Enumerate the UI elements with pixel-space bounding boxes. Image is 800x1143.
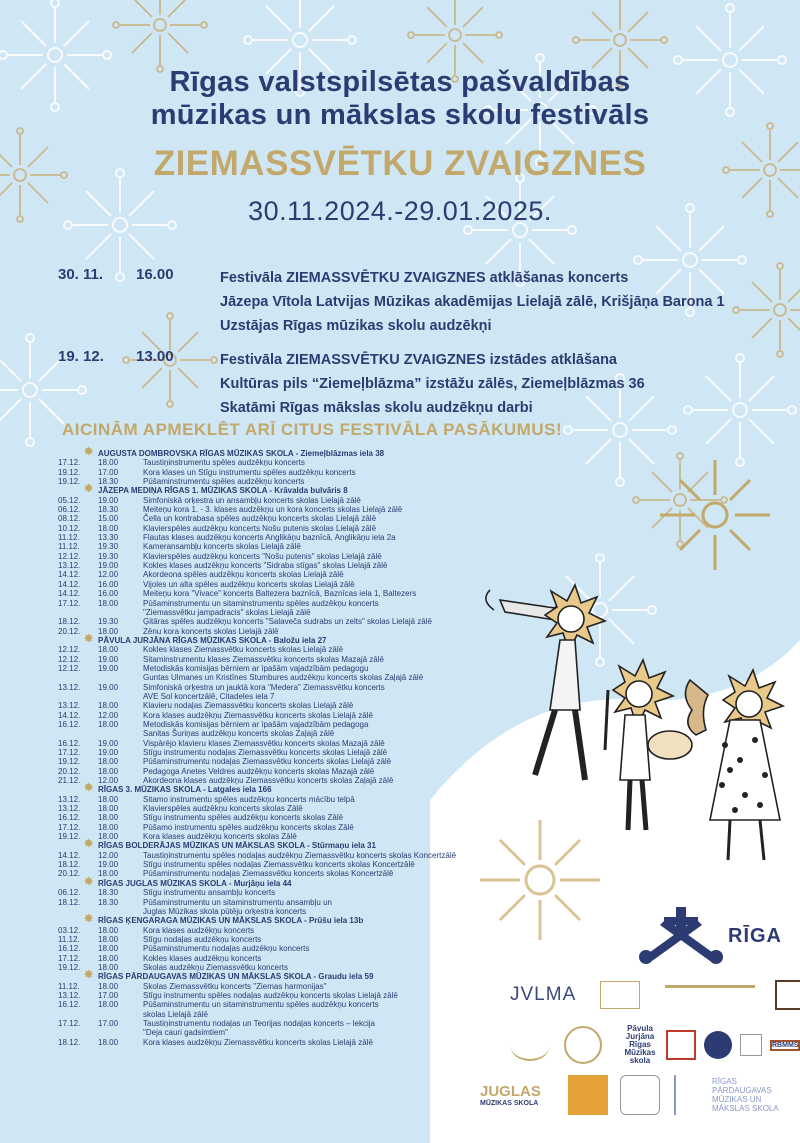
event-description: Metodiskās komisijas bērniem ar īpašām vajadzībām pedagogu [143, 663, 369, 673]
pardaugavas-logo-line: MĀKSLAS SKOLA [712, 1104, 779, 1113]
event-date: 16.12. [58, 1000, 81, 1010]
event-description: Pūšaminstrumentu un sitaminstrumentu spēles audzēkņu koncerts [143, 598, 379, 608]
main-event-opening [58, 266, 725, 338]
building-logo [600, 981, 640, 1009]
event-time: 18.00 [98, 1037, 119, 1047]
kultura-logo [775, 980, 800, 1010]
event-description-cont: Guntas Ulmanes un Kristīnes Stumbures audzēkņu koncerts skolas Zaļajā zālē [143, 673, 424, 683]
event-description: Pūšaminstrumentu un sitaminstrumentu ansambļu un [143, 897, 332, 907]
event-time: 18.30 [98, 888, 119, 898]
ziemelblazma-logo [665, 985, 755, 1005]
event-description: Meiteņu kora 1. - 3. klases audzēkņu un kora koncerts skolas Lielajā zālē [143, 505, 403, 515]
event-date: 20.12. [58, 626, 81, 636]
event-date: 19.12. [58, 757, 81, 767]
star-icon: ✸ [84, 483, 94, 496]
event-time: 18.00 [98, 626, 119, 636]
school-heading [58, 913, 538, 926]
invite-heading: AICINĀM APMEKLĒT ARĪ CITUS FESTIVĀLA PASĀKUMUS! [62, 420, 563, 439]
partner-logos-row1 [510, 980, 800, 1010]
event-description: Pūšaminstrumentu nodaļas Ziemassvētku koncerts skolas Lielajā zālē [143, 757, 392, 767]
header-line2: mūzikas un mākslas skolu festivāls [150, 99, 650, 131]
event-time: 18.00 [98, 822, 119, 832]
event-date: 08.12. [58, 514, 81, 524]
event-time: 19.00 [98, 748, 119, 757]
event-time: 19.30 [98, 551, 119, 561]
event-date: 19.12. [58, 832, 81, 842]
event-date: 18.12. [58, 860, 81, 870]
event-description: Pūšaminstrumentu un sitaminstrumentu spēles audzēkņu koncerts [143, 1000, 379, 1010]
pardaugavas-emblem [674, 1075, 704, 1115]
event-date: 20.12. [58, 869, 81, 879]
event-line: Kultūras pils “Ziemeļblāzma” izstāžu zālēs, Ziemeļblāzmas 36 [220, 376, 645, 392]
event-description: Sitaminstrumentu klases Ziemassvētku koncerts skolas Mazajā zālē [143, 654, 384, 664]
music-school-logo [510, 1029, 550, 1061]
event-description: Meiteņu kora "Vivace" koncerts Baltezera baznīcā, Baznīcas iela 1, Baltezers [143, 589, 417, 599]
event-description: Vijoles un alta spēles audzēkņu koncerts skolas Lielajā zālē [143, 579, 355, 589]
event-date: 16.12. [58, 813, 81, 823]
event-description: Stīgu nodaļas audzēkņu koncerts [143, 934, 262, 944]
event-date: 17.12. [58, 458, 81, 468]
event-time: 17.00 [98, 1018, 119, 1028]
event-time: 19.00 [98, 860, 119, 870]
event-date: 12.12. [58, 551, 81, 561]
event-row [58, 944, 538, 953]
event-description-cont: Sanitas Šuriņas audzēkņu koncerts skolas Zaļajā zālē [143, 729, 335, 739]
event-time: 19.00 [98, 654, 119, 664]
event-description: Skolas Ziemassvētku koncerts "Ziemas harmonijas" [143, 981, 327, 991]
header-line1: Rīgas valstspilsētas pašvaldības [169, 66, 631, 98]
event-row [58, 991, 538, 1000]
event-date: 19.12. [58, 962, 81, 972]
event-date: 14.12. [58, 570, 81, 580]
event-description: Kokles klases Ziemassvētku koncerts skolas Lielajā zālē [143, 645, 344, 655]
event-date: 11.12. [58, 533, 80, 543]
jurjana-logo-line: Mūzikas [624, 1048, 656, 1057]
event-description: Klavieru nodaļas Ziemassvētku koncerts skolas Lielajā zālē [143, 701, 354, 711]
event-description: Simfoniskā orķestra un ansambļu koncerts skolas Lielajā zālē [143, 495, 361, 505]
event-date: 18.12. [58, 1037, 81, 1047]
event-time: 19.00 [98, 663, 119, 673]
event-date: 14.12. [58, 589, 81, 599]
event-row [58, 514, 538, 523]
event-time: 16.00 [98, 579, 119, 589]
event-date: 17.12. [58, 822, 81, 832]
event-description: Pūšaminstrumentu nodaļas Ziemassvētku koncerts skolas Koncertzālē [143, 869, 394, 879]
event-row [58, 1038, 538, 1047]
event-description: Kora klases audzēkņu koncerts [143, 925, 255, 935]
main-events [58, 266, 725, 420]
event-row [58, 982, 538, 991]
partner-logos-row2 [510, 1025, 800, 1065]
jvlma-logo: JVLMA [510, 984, 577, 1005]
event-date: 19.12. [58, 477, 81, 487]
star-icon: ✸ [84, 632, 94, 645]
jurjana-logo-line: Jurjāna [625, 1032, 655, 1041]
event-row [58, 505, 538, 514]
event-date: 13.12. [58, 990, 81, 1000]
festival-title: ZIEMASSVĒTKU ZVAIGZNES [153, 144, 647, 183]
event-row [58, 477, 538, 486]
event-description: Pūšamo instrumentu spēles audzēkņu koncerts skolas Zālē [143, 822, 354, 832]
pardaugavas-logo [712, 1077, 782, 1113]
school-heading [58, 483, 538, 496]
event-row [58, 1000, 538, 1019]
event-time: 19.00 [98, 738, 119, 748]
riga-logo-text: RĪGA [728, 925, 782, 947]
event-description: Stīgu instrumentu spēles audzēkņu koncerts skolas Zālē [143, 813, 344, 823]
event-row [58, 458, 538, 467]
event-date: 21.12. [58, 776, 81, 786]
event-time: 15.00 [98, 514, 119, 524]
event-date: 11.12. [58, 542, 80, 552]
event-row [58, 542, 538, 551]
event-line: Uzstājas Rīgas mūzikas skolu audzēkņi [220, 318, 492, 334]
school-logo-small [740, 1034, 762, 1056]
event-date: 05.12. [58, 495, 81, 505]
event-date: 11.12. [58, 934, 80, 944]
event-date: 19.12. [58, 467, 81, 477]
pardaugavas-logo-line: MŪZIKAS UN [712, 1095, 762, 1104]
event-time: 19.00 [98, 682, 119, 692]
event-date: 16.12. [58, 738, 81, 748]
event-date: 17.12. [58, 953, 81, 963]
header [0, 66, 800, 227]
star-icon: ✸ [84, 969, 94, 982]
event-description-cont: "Ziemassvētku jampadracis" skolas Lielajā zālē [143, 607, 311, 617]
event-description: Taustiņinstrumentu nodaļas un Teorijas nodaļas koncerts – lekcija [143, 1018, 375, 1028]
school-name: RĪGAS ĶENGARAGA MŪZIKAS UN MĀKSLAS SKOLA - Prūšu iela 13b [98, 916, 364, 926]
event-description: Kora klases audzēkņu koncerts skolas Zālē [143, 832, 297, 842]
bolderajas-logo [620, 1075, 660, 1115]
event-row [58, 926, 538, 935]
event-row [58, 898, 538, 917]
event-description-cont: AVE Sol koncertzālē, Citadeles iela 7 [143, 691, 275, 701]
event-description: Ģitāras spēles audzēkņu koncerts "Salaveča sudrabs un zelts" skolas Lielajā zālē [143, 617, 432, 627]
event-description: Stīgu instrumentu spēles nodaļas Ziemassvētku koncerts skolas Koncertzālē [143, 860, 415, 870]
event-row [58, 1019, 538, 1038]
school-name: RĪGAS 3. MŪZIKAS SKOLA - Latgales iela 166 [98, 785, 272, 795]
event-description: Simfoniskā orķestra un jauktā kora "Medera" Ziemassvētku koncerts [143, 682, 385, 692]
jurjana-logo [620, 1025, 660, 1065]
event-time: 18.00 [98, 794, 119, 804]
event-description: Kora klases audzēkņu Ziemassvētku koncerts skolas Lielajā zālē [143, 1037, 373, 1047]
partner-logos-row3 [480, 1075, 782, 1115]
star-icon: ✸ [84, 838, 94, 851]
event-time: 18.00 [98, 813, 119, 823]
event-date: 13.12. [58, 804, 81, 814]
event-description: Pedagoga Anetes Veldres audzēkņu koncerts skolas Mazajā zālē [143, 766, 375, 776]
event-time: 18.00 [98, 953, 119, 963]
event-time: 18.00 [98, 523, 119, 533]
event-description: Kameransambļu koncerts skolas Lielajā zālē [143, 542, 301, 552]
event-time: 16.00 [136, 266, 174, 283]
event-row [58, 963, 538, 972]
event-time: 17.00 [98, 467, 119, 477]
school-name: PĀVULA JURJĀNA RĪGAS MŪZIKAS SKOLA - Baložu iela 27 [98, 635, 327, 645]
event-date: 03.12. [58, 925, 81, 935]
event-date: 13.12. [58, 682, 81, 692]
main-event-exhibition [58, 348, 645, 420]
event-date: 12.12. [58, 645, 81, 655]
event-date: 16.12. [58, 719, 81, 729]
jurjana-logo-line: Rīgas [629, 1040, 651, 1049]
event-row [58, 524, 538, 533]
event-description: Klavierspēles audzēkņu koncerts Nošu putenis skolas Lielajā zālē [143, 523, 377, 533]
event-date: 12.12. [58, 663, 81, 673]
event-description: Skolas audzēkņu Ziemassvētku koncerts [143, 962, 288, 972]
event-date: 13.12. [58, 701, 81, 711]
event-time: 18.30 [98, 505, 119, 515]
event-date: 19. 12. [58, 348, 104, 365]
rbmms-logo: RBMMS [772, 1041, 799, 1049]
event-time: 19.00 [98, 495, 119, 505]
event-date: 17.12. [58, 748, 81, 757]
event-row [58, 935, 538, 944]
event-date: 11.12. [58, 981, 80, 991]
event-date: 13.12. [58, 794, 81, 804]
school-name: RĪGAS JUGLAS MŪZIKAS SKOLA - Murjāņu iela 44 [98, 878, 292, 888]
event-description: Sitamo instrumentu spēles audzēkņu koncerts mācību telpā [143, 794, 355, 804]
event-description: Metodiskās komisijas bērniem ar īpašām vajadzībām pedagoga [143, 719, 369, 729]
event-date: 17.12. [58, 1018, 81, 1028]
event-time: 18.00 [98, 925, 119, 935]
event-description: Klavierspēles audzēkņu koncerts skolas Zālē [143, 804, 303, 814]
event-time: 18.30 [98, 477, 119, 487]
event-description: Taustiņinstrumentu spēles audzēkņu koncerts [143, 458, 305, 468]
event-description: Zēnu kora koncerts skolas Lielajā zālē [143, 626, 279, 636]
event-description: Stīgu instrumentu spēles nodaļas audzēkņu koncerts skolas Lielajā zālē [143, 990, 398, 1000]
event-description: Vispārējo klavieru klases Ziemassvētku koncerts skolas Mazajā zālē [143, 738, 385, 748]
kengaraga-logo [568, 1075, 608, 1115]
event-time: 19.30 [98, 617, 119, 627]
event-time: 18.00 [98, 766, 119, 776]
school-heading [58, 875, 538, 888]
event-description-cont: "Deja cauri gadsimtiem" [143, 1028, 228, 1038]
star-icon: ✸ [84, 875, 94, 888]
event-time: 12.00 [98, 570, 119, 580]
event-time: 12.00 [98, 850, 119, 860]
event-description: Akordeona spēles audzēkņu koncerts skolas Lielajā zālē [143, 570, 344, 580]
event-description: Pūšaminstrumentu spēles audzēkņu koncerts [143, 477, 305, 487]
event-date: 30. 11. [58, 266, 104, 283]
star-icon: ✸ [84, 446, 94, 458]
event-time: 18.00 [98, 645, 119, 655]
event-row [58, 468, 538, 477]
event-date: 06.12. [58, 888, 81, 898]
event-date: 14.12. [58, 710, 81, 720]
event-time: 18.00 [98, 832, 119, 842]
event-date: 16.12. [58, 944, 81, 954]
event-line: Festivāla ZIEMASSVĒTKU ZVAIGZNES atklāšanas koncerts [220, 270, 629, 286]
event-time: 16.00 [98, 589, 119, 599]
riga-crossed-keys-icon [636, 905, 726, 965]
event-time: 19.30 [98, 542, 119, 552]
columns-logo [704, 1031, 732, 1059]
event-date: 14.12. [58, 579, 81, 589]
juglas-logo [480, 1083, 560, 1107]
event-line: Jāzepa Vītola Latvijas Mūzikas akadēmijas Lielajā zālē, Krišjāņa Barona 1 [220, 294, 725, 310]
school-name: JĀZEPA MEDIŅA RĪGAS 1. MŪZIKAS SKOLA - Krāvalda bulvāris 8 [98, 486, 348, 496]
event-date: 10.12. [58, 523, 81, 533]
event-description: Stīgu instrumentu ansambļu koncerts [143, 888, 276, 898]
event-description: Kokles klases audzēkņu koncerts "Sidraba stīgas" skolas Lielajā zālē [143, 561, 388, 571]
event-time: 18.00 [98, 458, 119, 468]
event-time: 18.00 [98, 757, 119, 767]
children-musicians-illustration [460, 560, 800, 880]
school-heading [58, 969, 538, 982]
event-time: 12.00 [98, 776, 119, 786]
event-time: 18.00 [98, 1000, 119, 1010]
event-time: 18.00 [98, 598, 119, 608]
school-name: RĪGAS BOLDERĀJAS MŪZIKAS UN MĀKSLAS SKOLA - Stūrmaņu iela 31 [98, 841, 376, 851]
event-time: 18.00 [98, 934, 119, 944]
event-time: 19.00 [98, 561, 119, 571]
event-date: 18.12. [58, 897, 81, 907]
event-date: 13.12. [58, 561, 81, 571]
event-time: 18.00 [98, 701, 119, 711]
event-time: 18.30 [98, 897, 119, 907]
event-description: Klavierspēles audzēkņu koncerts "Nošu putenis" skolas Lielajā zālē [143, 551, 382, 561]
event-time: 13.30 [98, 533, 119, 543]
star-icon: ✸ [84, 913, 94, 926]
event-row [58, 954, 538, 963]
event-description: Kokles klases audzēkņu koncerts [143, 953, 262, 963]
star-icon: ✸ [84, 782, 94, 795]
event-time: 18.00 [98, 804, 119, 814]
event-description: Taustiņinstrumentu spēles nodaļas audzēkņu Ziemassvētku koncerts skolas Koncertzālē [143, 850, 457, 860]
event-line: Skatāmi Rīgas mākslas skolu audzēkņu darbi [220, 400, 533, 416]
event-time: 18.00 [98, 944, 119, 954]
school-heading [58, 446, 538, 458]
event-time: 18.00 [98, 719, 119, 729]
pardaugavas-logo-line: RĪGAS [712, 1077, 737, 1086]
event-description: Akordeona klases audzēkņu Ziemassvētku koncerts skolas Zaļajā zālē [143, 776, 394, 786]
event-date: 14.12. [58, 850, 81, 860]
event-time: 17.00 [98, 990, 119, 1000]
event-row [58, 496, 538, 505]
pardaugavas-logo-line: PĀRDAUGAVAS [712, 1086, 772, 1095]
event-row [58, 888, 538, 897]
event-date: 17.12. [58, 598, 81, 608]
riga-logo [636, 905, 782, 970]
event-time: 13.00 [136, 348, 174, 365]
school-logo-red [666, 1030, 696, 1060]
event-time: 18.00 [98, 962, 119, 972]
event-line: Festivāla ZIEMASSVĒTKU ZVAIGZNES izstādes atklāšana [220, 352, 617, 368]
jurjana-logo-line: skola [629, 1056, 651, 1065]
event-row [58, 533, 538, 542]
event-description: Flautas klases audzēkņu koncerts Anglikāņu baznīcā, Anglikāņu iela 2a [143, 533, 396, 543]
festival-dates: 30.11.2024.-29.01.2025. [248, 196, 552, 226]
medina-school-logo [564, 1026, 602, 1064]
event-description: Stīgu instrumentu nodaļas Ziemassvētku koncerts skolas Lielajā zālē [143, 748, 388, 757]
school-name: RĪGAS PĀRDAUGAVAS MŪZIKAS UN MĀKSLAS SKOLA - Graudu iela 59 [98, 972, 374, 982]
event-date: 06.12. [58, 505, 81, 515]
event-description: Čella un kontrabasa spēles audzēkņu koncerts skolas Lielajā zālē [143, 514, 377, 524]
juglas-logo-subtitle: MŪZIKAS SKOLA [480, 1100, 539, 1107]
juglas-logo-title: JUGLAS [480, 1083, 541, 1100]
event-time: 12.00 [98, 710, 119, 720]
event-time: 18.00 [98, 981, 119, 991]
jurjana-logo-line: Pāvula [627, 1024, 653, 1033]
event-description: Pūšaminstrumentu nodaļas audzēkņu koncerts [143, 944, 310, 954]
event-description-cont: Juglas Mūzikas skola pūtēju orķestra koncerts [143, 906, 307, 916]
event-date: 20.12. [58, 766, 81, 776]
event-date: 18.12. [58, 617, 81, 627]
school-name: AUGUSTA DOMBROVSKA RĪGAS MŪZIKAS SKOLA - Ziemeļblāzmas iela 38 [98, 449, 385, 458]
event-description: Kora klases audzēkņu Ziemassvētku koncerts skolas Lielajā zālē [143, 710, 373, 720]
event-description-cont: skolas Lielajā zālē [143, 1009, 208, 1019]
event-description: Kora klases un Stīgu instrumentu spēles audzēkņu koncerts [143, 467, 356, 477]
event-time: 18.00 [98, 869, 119, 879]
event-date: 12.12. [58, 654, 81, 664]
